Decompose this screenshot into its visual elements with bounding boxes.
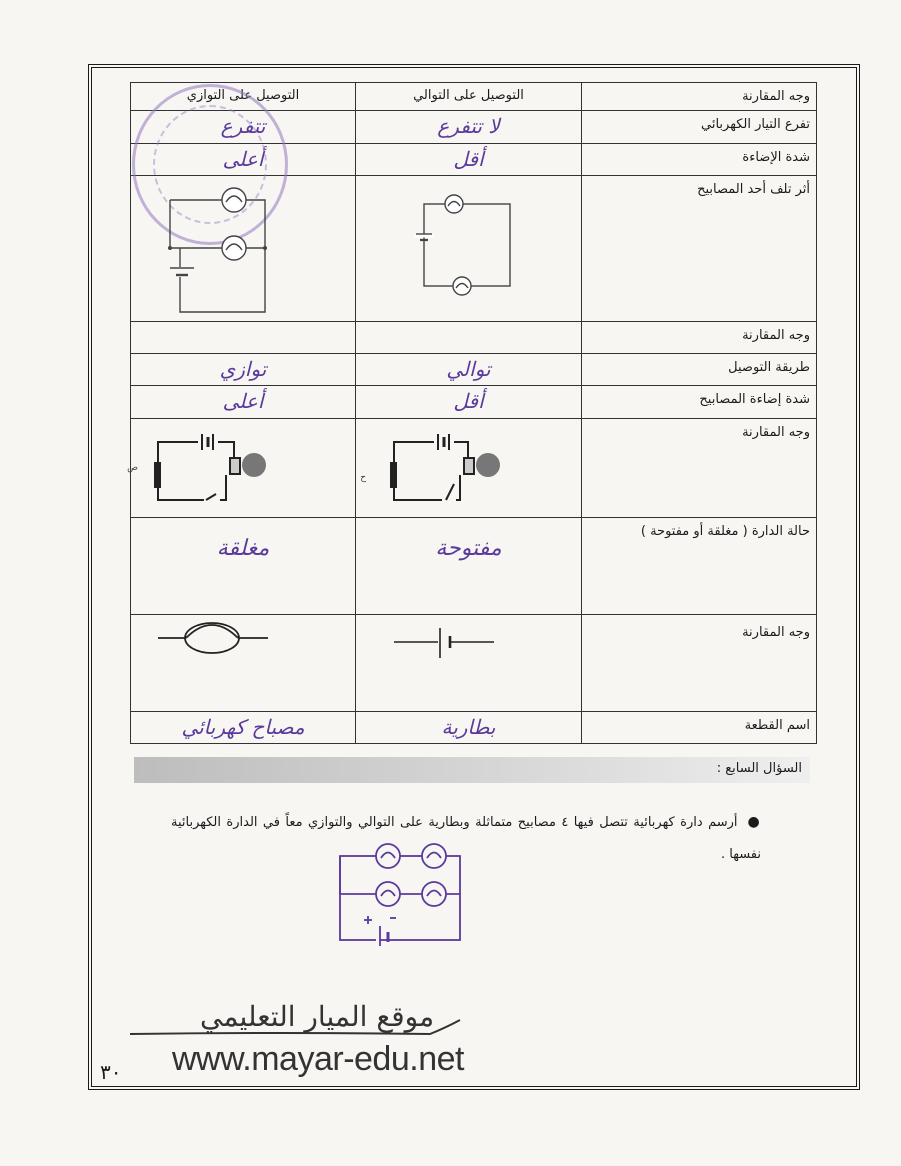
site-name-arabic: موقع الميار التعليمي: [200, 1000, 435, 1033]
answer-series: توالي: [446, 357, 491, 381]
svg-text:ح: ح: [360, 473, 366, 483]
open-circuit-diagram: [360, 430, 500, 515]
series-circuit-diagram: [412, 192, 522, 302]
row-label: تفرع التيار الكهربائي: [582, 111, 817, 144]
table-row: [131, 712, 817, 744]
answer-series: مفتوحة: [435, 536, 502, 561]
table-row: [131, 518, 817, 615]
parallel-circuit-diagram: [150, 182, 280, 317]
answer-parallel: أعلى: [222, 389, 264, 413]
answer-series: أقل: [453, 147, 484, 171]
battery-symbol-diagram: [394, 628, 494, 662]
answer-series: بطارية: [441, 715, 496, 739]
table-row: [131, 322, 817, 354]
row-label: اسم القطعة: [582, 712, 817, 744]
row-label: وجه المقارنة: [582, 322, 817, 354]
row-label: طريقة التوصيل: [582, 354, 817, 386]
answer-series: لا تتفرع: [437, 114, 500, 138]
row-label: وجه المقارنة: [582, 419, 817, 518]
answer-parallel: تتفرع: [220, 114, 266, 138]
svg-text:ص: ص: [127, 463, 138, 473]
lamp-symbol-diagram: [158, 620, 268, 660]
table-row: [131, 354, 817, 386]
answer-series: أقل: [453, 389, 484, 413]
question-title: السؤال السابع :: [716, 761, 802, 776]
row-label: وجه المقارنة: [582, 615, 817, 712]
answer-parallel: مغلقة: [216, 536, 270, 561]
mixed-circuit-drawing: [332, 838, 472, 948]
bullet-icon: ●: [747, 814, 761, 830]
row-label: شدة إضاءة المصابيح: [582, 386, 817, 419]
closed-circuit-diagram: [127, 430, 276, 515]
row-label: أثر تلف أحد المصابيح: [582, 176, 817, 322]
header-parallel: التوصيل على التوازي: [186, 88, 300, 103]
header-series: التوصيل على التوالي: [413, 88, 524, 103]
row-label: شدة الإضاءة: [582, 144, 817, 176]
row-label: حالة الدارة ( مغلقة أو مفتوحة ): [582, 518, 817, 615]
answer-parallel: مصباح كهربائي: [181, 715, 305, 739]
question-text: أرسم دارة كهربائية تتصل فيها ٤ مصابيح متماثلة وبطارية على التوالي والتوازي معاً في الدارة الكهربائية نفسها .: [171, 815, 761, 862]
question-header-bar: [134, 757, 810, 783]
site-url: www.mayar-edu.net: [172, 1040, 464, 1078]
table-row: [131, 386, 817, 419]
header-aspect: وجه المقارنة: [582, 83, 817, 111]
answer-parallel: توازي: [219, 357, 267, 381]
answer-parallel: أعلى: [222, 147, 264, 171]
page-number: ٣٠: [100, 1060, 122, 1084]
footer-underline: [130, 1022, 460, 1042]
